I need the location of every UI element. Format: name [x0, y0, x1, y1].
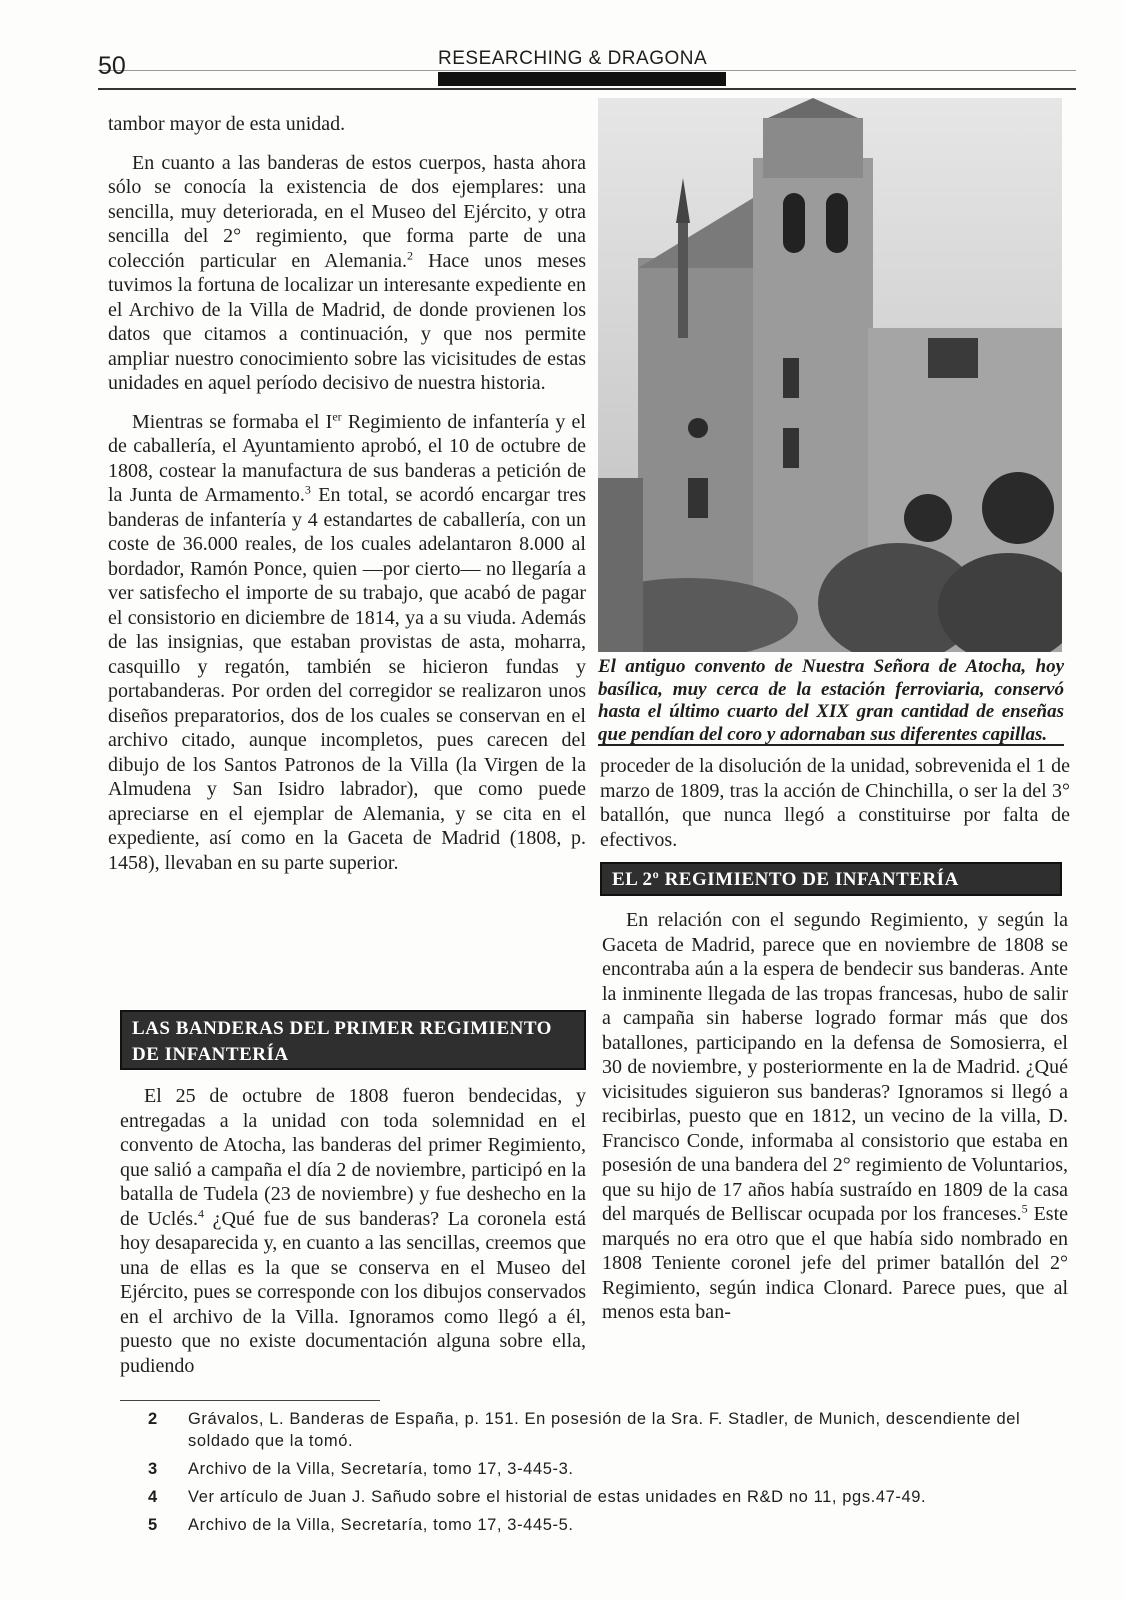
section2-text	[602, 908, 1068, 1325]
footnote-number: 5	[148, 1516, 158, 1534]
church-photo	[598, 98, 1062, 652]
header-rule	[98, 88, 1076, 90]
footnote	[148, 1458, 1058, 1480]
photo-caption: El antiguo convento de Nuestra Señora de Atocha, hoy basílica, muy cerca de la estación ferroviaria, conservó hasta el último cuarto del XIX gran cantidad de enseñas que pendían del coro y adornaban sus diferentes capillas.	[598, 656, 1064, 745]
paragraph: El 25 de octubre de 1808 fueron bendecidas, y entregadas a la unidad con toda solemnidad en el convento de Atocha, las banderas del primer Regimiento, que salió a campaña el día 2 de noviembre, participó en la batalla de Tudela (23 de noviembre) y fue deshecho en la de Uclés.$^4$ ¿Qué fue de sus banderas? La coronela está hoy desaparecida y, en cuanto a las sencillas, creemos que una de ellas es la que se conserva en el Museo del Ejército, pues se corresponde con los dibujos conservados en el archivo de la Villa. Ignoramos como llegó a él, puesto que no existe documentación alguna sobre ella, pudiendo	[120, 1085, 586, 1377]
footnote-ref[interactable]: 3	[304, 482, 311, 497]
journal-title: RESEARCHING & DRAGONA	[438, 48, 708, 69]
paragraph: tambor mayor de esta unidad.	[108, 113, 346, 135]
footnote-text: Archivo de la Villa, Secretaría, tomo 17, 3-445-5.	[188, 1516, 574, 1534]
page-number: 50	[98, 52, 126, 80]
footnote-rule	[120, 1400, 380, 1401]
church-illustration	[598, 98, 1062, 652]
header-thin-rule	[98, 70, 1076, 71]
footnote-ref[interactable]: 5	[1021, 1201, 1028, 1216]
section1-text	[120, 1084, 586, 1378]
page-header	[98, 48, 1076, 88]
footnote	[148, 1486, 1058, 1508]
footnote-ref[interactable]: 4	[198, 1205, 205, 1220]
footnote-number: 3	[148, 1460, 158, 1478]
section-heading: LAS BANDERAS DEL PRIMER REGIMIENTO DE INFANTERÍA	[120, 1010, 586, 1070]
left-column-text	[108, 112, 586, 875]
footnote-text: Ver artículo de Juan J. Sañudo sobre el historial de estas unidades en R&D no 11, pgs.47-49.	[188, 1488, 927, 1506]
caption-rule	[598, 744, 1064, 746]
footnote-ref[interactable]: 2	[407, 247, 414, 262]
footnote	[148, 1408, 1058, 1452]
paragraph: proceder de la disolución de la unidad, sobrevenida el 1 de marzo de 1809, tras la acción de Chinchilla, o ser la del 3° batallón, que nunca llegó a constituirse por falta de efectivos.	[600, 755, 1070, 851]
footnote-number: 2	[148, 1410, 158, 1428]
footnote-number: 4	[148, 1488, 158, 1506]
paragraph: Mientras se formaba el Ier Regimiento de infantería y el de caballería, el Ayuntamiento aprobó, el 10 de octubre de 1808, costear la manufactura de sus banderas a petición de la Junta de Armamento.$^3$ En total, se acordó encargar tres banderas de infantería y 4 estandartes de caballería, con un coste de 36.000 reales, de los cuales adelantaron 8.000 al bordador, Ramón Ponce, quien —por cierto— no llegaría a ver satisfecho el importe de su trabajo, que acabó de pagar el consistorio en diciembre de 1814, ya a su viuda. Además de las insignias, que estaban provistas de asta, moharra, casquillo y regatón, también se hicieron fundas y portabanderas. Por orden del corregidor se realizaron unos diseños preparatorios, dos de los cuales se conservan en el archivo citado, aunque incompletos, pues carecen del dibujo de los Santos Patronos de la Villa (la Virgen de la Almudena y San Isidro labrador), que como puede apreciarse en el ejemplar de Alemania, y se cita en el expediente, así como en la Gaceta de Madrid (1808, p. 1458), llevaban en su parte superior.	[108, 408, 586, 874]
footnote-text: Grávalos, L. Banderas de España, p. 151. En posesión de la Sra. F. Stadler, de Munich, descendiente del soldado que la tomó.	[188, 1410, 1021, 1450]
footnotes	[148, 1408, 1058, 1542]
paragraph: En cuanto a las banderas de estos cuerpos, hasta ahora sólo se conocía la existencia de dos ejemplares: una sencilla, muy deteriorada, en el Museo del Ejército, y otra sencilla del 2° regimiento, que forma parte de una colección particular en Alemania.$^2$ Hace unos meses tuvimos la fortuna de localizar un interesante expediente en el Archivo de la Villa de Madrid, de donde provienen los datos que citamos a continuación, y que nos permite ampliar nuestro conocimiento sobre las vicisitudes de estas unidades en aquel período decisivo de nuestra historia.	[108, 151, 587, 394]
right-column-text	[600, 754, 1070, 852]
footnote	[148, 1514, 1058, 1536]
header-black-bar	[438, 72, 726, 86]
footnote-text: Archivo de la Villa, Secretaría, tomo 17, 3-445-3.	[188, 1460, 574, 1478]
section-heading: EL 2º REGIMIENTO DE INFANTERÍA	[600, 862, 1062, 896]
paragraph: En relación con el segundo Regimiento, y según la Gaceta de Madrid, parece que en noviembre de 1808 se encontraba aún a la espera de bendecir sus banderas. Ante la inminente llegada de las tropas francesas, hubo de salir a campaña sin haberse logrado formar más que dos batallones, participando en la defensa de Somosierra, el 30 de noviembre, y posteriormente en la de Madrid. ¿Qué vicisitudes siguieron sus banderas? Ignoramos si llegó a recibirlas, puesto que en 1812, un vecino de la villa, D. Francisco Conde, informaba al consistorio que estaba en posesión de una bandera del 2° regimiento de Voluntarios, que su hijo de 17 años había sustraído en 1809 de la casa del marqués de Belliscar ocupada por los franceses.$^5$ Este marqués no era otro que el que había sido nombrado en 1808 Teniente coronel jefe del primer batallón del 2° Regimiento, según indica Clonard. Parece pues, que al menos esta ban-	[602, 909, 1068, 1323]
